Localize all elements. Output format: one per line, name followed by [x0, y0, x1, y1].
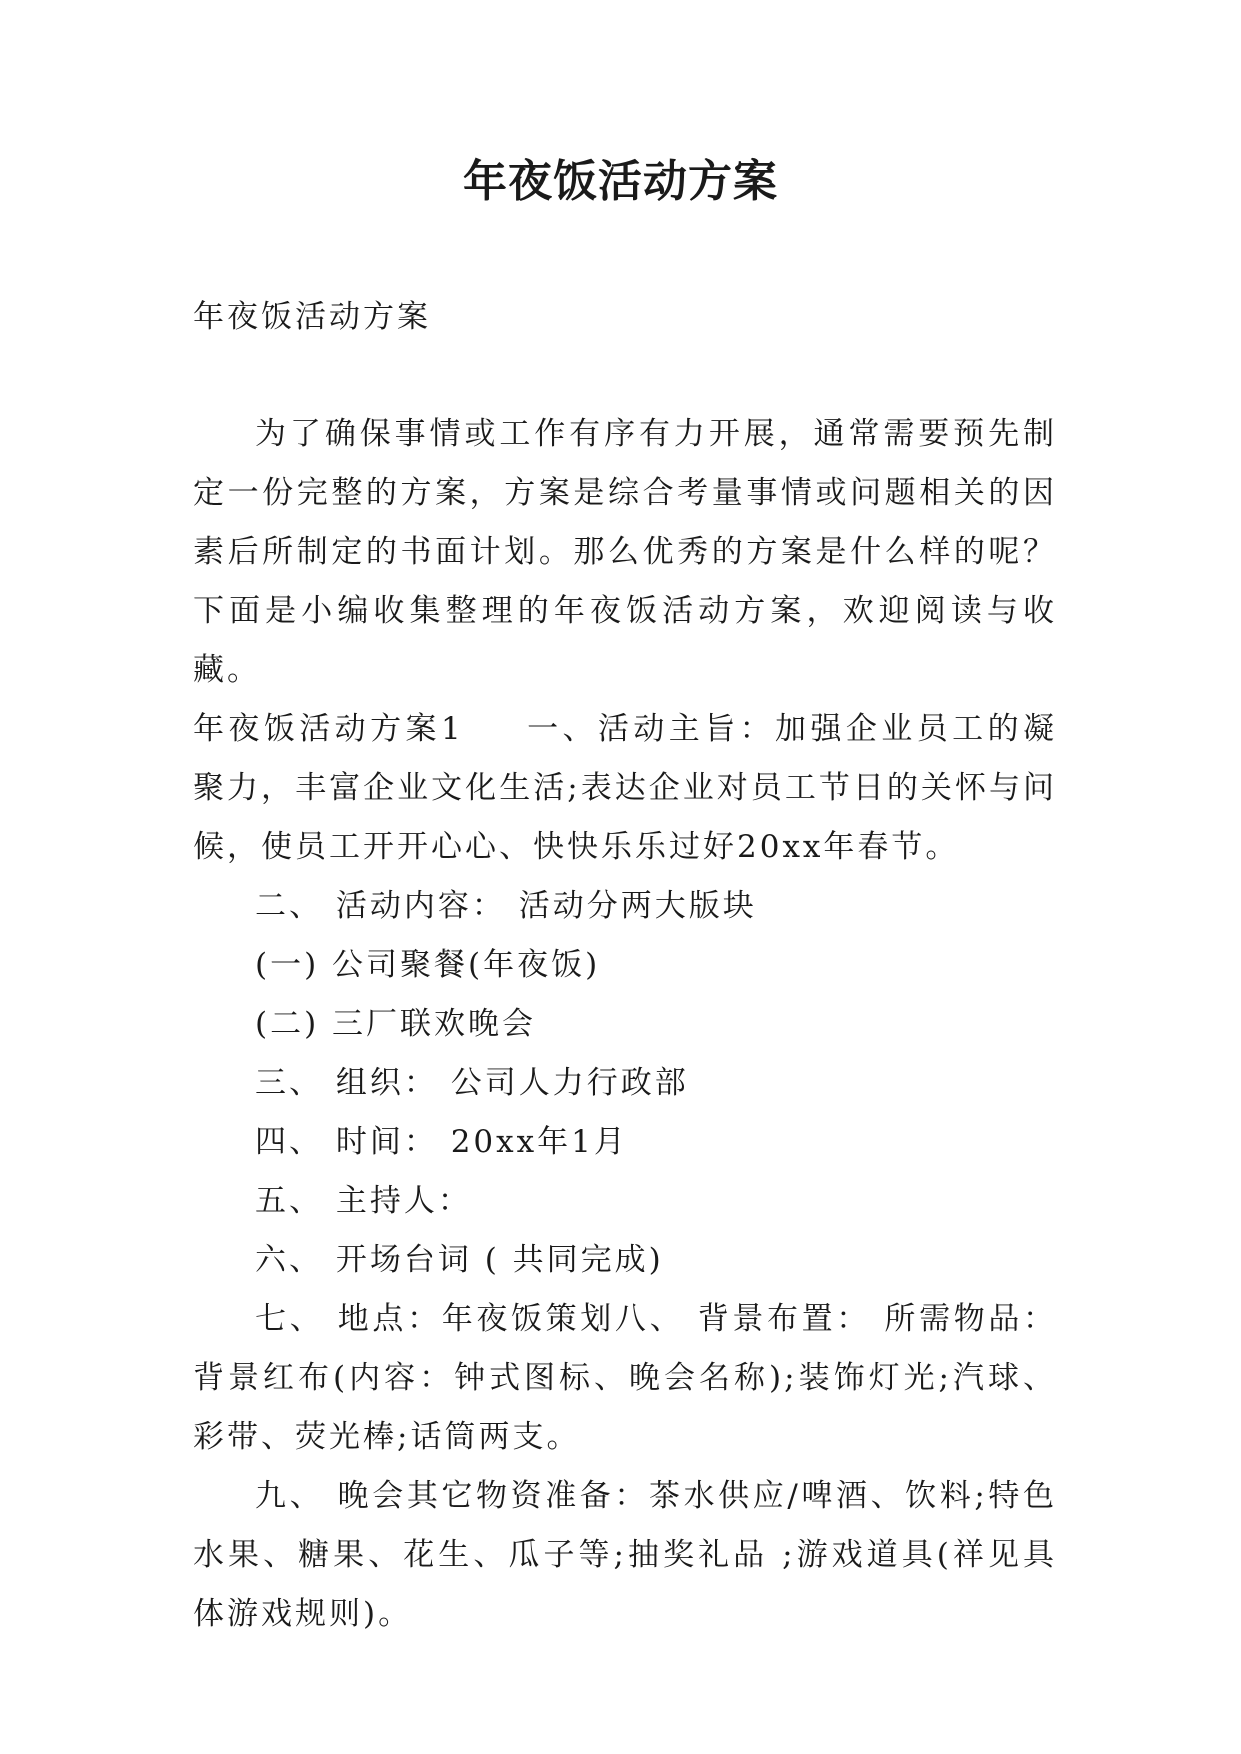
- item-supplies: 九、 晚会其它物资准备：茶水供应/啤酒、饮料;特色水果、糖果、花生、瓜子等;抽奖礼品 ;游戏道具(祥见具体游戏规则)。: [193, 1478, 1057, 1632]
- plan-1-label: 年夜饭活动方案1: [193, 711, 464, 747]
- document-title: 年夜饭活动方案: [463, 156, 778, 207]
- item-opening-lines: 六、 开场台词 ( 共同完成): [255, 1242, 664, 1278]
- document-subtitle: 年夜饭活动方案: [193, 299, 431, 335]
- item-activity-content: 二、 活动内容： 活动分两大版块: [255, 888, 757, 924]
- document-body: [193, 288, 1057, 1644]
- item-time: 四、 时间： 20xx年1月: [255, 1124, 628, 1160]
- plan-1-paragraph: [193, 700, 1057, 877]
- intro-paragraph: 为了确保事情或工作有序有力开展，通常需要预先制定一份完整的方案，方案是综合考量事情或问题相关的因素后所制定的书面计划。那么优秀的方案是什么样的呢？下面是小编收集整理的年夜饭活动方案，欢迎阅读与收藏。: [193, 416, 1057, 688]
- item-host: 五、 主持人：: [255, 1183, 472, 1219]
- item-party: (二) 三厂联欢晚会: [255, 1006, 537, 1042]
- plan-1-text: 一、活动主旨：加强企业员工的凝聚力，丰富企业文化生活;表达企业对员工节日的关怀与问候，使员工开开心心、快快乐乐过好20xx年春节。: [193, 711, 1057, 865]
- item-location-background: 七、 地点：年夜饭策划八、 背景布置： 所需物品：背景红布(内容：钟式图标、晚会名称);装饰灯光;汽球、彩带、荧光棒;话筒两支。: [193, 1301, 1057, 1455]
- item-dinner: (一) 公司聚餐(年夜饭): [255, 947, 601, 983]
- item-organizer: 三、 组织： 公司人力行政部: [255, 1065, 689, 1101]
